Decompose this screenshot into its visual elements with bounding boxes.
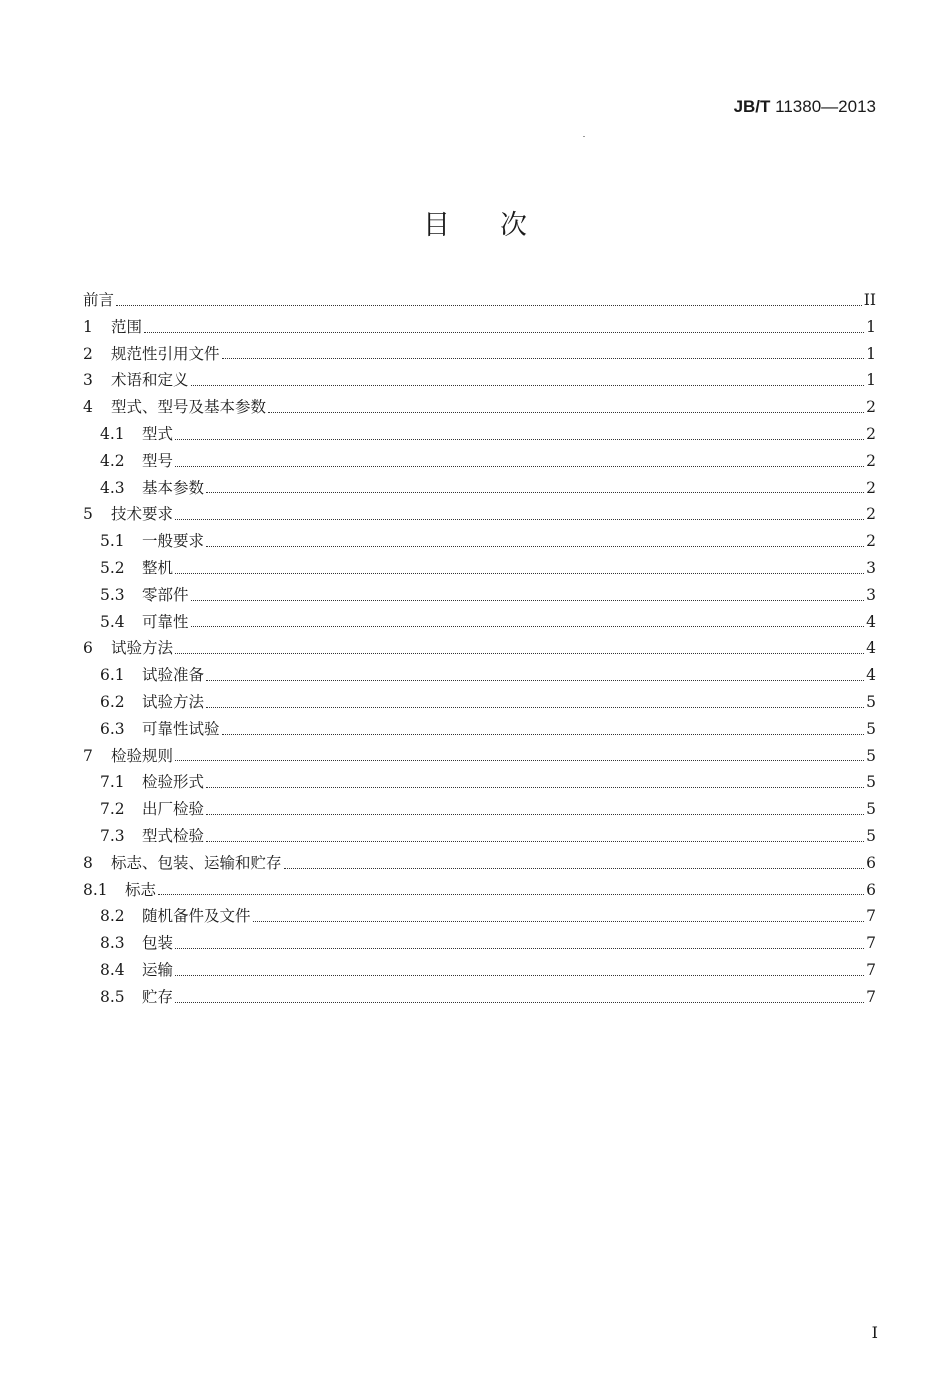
toc-entry[interactable] xyxy=(83,743,876,770)
toc-entry[interactable] xyxy=(83,635,876,662)
toc-entry-number: 8.2 xyxy=(100,907,125,926)
toc-entry[interactable] xyxy=(83,823,876,850)
toc-entry[interactable] xyxy=(83,930,876,957)
toc-entry-number: 7 xyxy=(83,746,93,765)
toc-entry-page: 5 xyxy=(866,719,876,738)
toc-entry[interactable] xyxy=(83,662,876,689)
toc-entry-label: 基本参数 xyxy=(142,478,205,497)
toc-entry-number: 1 xyxy=(83,317,93,336)
toc-entry-number: 6.3 xyxy=(100,719,125,738)
toc-entry-page: 5 xyxy=(866,746,876,765)
toc-entry-number: 7.2 xyxy=(100,800,125,819)
title-char-2: 次 xyxy=(500,210,527,241)
toc-entry-label: 检验规则 xyxy=(111,746,174,765)
toc-entry-page: 4 xyxy=(866,639,876,658)
toc-entry-label: 试验方法 xyxy=(111,639,174,658)
toc-entry-page: 1 xyxy=(866,371,876,390)
toc-dot-leader xyxy=(175,974,864,976)
toc-dot-leader xyxy=(206,679,864,681)
toc-dot-leader xyxy=(175,947,864,949)
toc-entry-label: 一般要求 xyxy=(142,532,205,551)
toc-entry-number: 6 xyxy=(83,639,93,658)
toc-entry[interactable] xyxy=(83,903,876,930)
toc-entry[interactable] xyxy=(83,877,876,904)
toc-entry-number: 4.3 xyxy=(100,478,125,497)
toc-entry-number: 8.5 xyxy=(100,987,125,1006)
toc-dot-leader xyxy=(191,625,865,627)
footer-page-number: I xyxy=(871,1323,878,1342)
toc-entry-label: 运输 xyxy=(142,960,174,979)
toc-entry-number: 3 xyxy=(83,371,93,390)
toc-entry-label: 出厂检验 xyxy=(142,800,205,819)
toc-entry-page: 7 xyxy=(866,907,876,926)
toc-entry-label: 可靠性 xyxy=(142,612,189,631)
toc-entry-number: 7.3 xyxy=(100,826,125,845)
toc-entry-page: 7 xyxy=(866,960,876,979)
toc-entry-label: 可靠性试验 xyxy=(142,719,220,738)
toc-entry-page: 2 xyxy=(866,424,876,443)
toc-entry-page: 2 xyxy=(866,532,876,551)
toc-dot-leader xyxy=(206,840,864,842)
toc-entry-number: 8.1 xyxy=(83,880,108,899)
toc-entry-number: 7.1 xyxy=(100,773,125,792)
toc-entry-label: 零部件 xyxy=(142,585,189,604)
title-char-1: 目 xyxy=(423,210,450,241)
toc-entry-number: 5.2 xyxy=(100,558,125,577)
toc-entry-page: 4 xyxy=(866,612,876,631)
toc-entry[interactable] xyxy=(83,957,876,984)
toc-dot-leader xyxy=(175,465,864,467)
toc-entry-page: 5 xyxy=(866,800,876,819)
toc-dot-leader xyxy=(191,599,865,601)
document-code-number: 11380—2013 xyxy=(775,97,876,116)
toc-entry-label: 随机备件及文件 xyxy=(142,907,251,926)
toc-entry-number: 4.2 xyxy=(100,451,125,470)
toc-dot-leader xyxy=(144,331,864,333)
toc-dot-leader xyxy=(206,813,864,815)
toc-entry[interactable] xyxy=(83,609,876,636)
toc-dot-leader xyxy=(206,491,864,493)
toc-entry-label: 整机 xyxy=(142,558,174,577)
toc-dot-leader xyxy=(284,867,865,869)
toc-dot-leader xyxy=(206,545,864,547)
toc-entry-number: 2 xyxy=(83,344,93,363)
toc-entry-number: 5 xyxy=(83,505,93,524)
toc-dot-leader xyxy=(206,706,864,708)
toc-entry-label: 贮存 xyxy=(142,987,174,1006)
toc-entry-number: 5.3 xyxy=(100,585,125,604)
toc-entry[interactable] xyxy=(83,689,876,716)
toc-entry-number: 5.1 xyxy=(100,532,125,551)
toc-dot-leader xyxy=(175,759,864,761)
toc-entry[interactable] xyxy=(83,287,876,314)
toc-entry[interactable] xyxy=(83,341,876,368)
toc-entry-page: 5 xyxy=(866,773,876,792)
toc-entry[interactable] xyxy=(83,850,876,877)
toc-entry-label: 规范性引用文件 xyxy=(111,344,220,363)
toc-entry-label: 型式 xyxy=(142,424,174,443)
toc-entry[interactable] xyxy=(83,528,876,555)
toc-entry[interactable] xyxy=(83,448,876,475)
toc-entry-label: 型式、型号及基本参数 xyxy=(111,398,267,417)
toc-entry-page: 1 xyxy=(866,317,876,336)
toc-entry[interactable] xyxy=(83,984,876,1011)
toc-entry-page: II xyxy=(863,291,876,309)
toc-entry[interactable] xyxy=(83,475,876,502)
toc-dot-leader xyxy=(206,786,864,788)
toc-dot-leader xyxy=(222,357,865,359)
toc-entry-page: 7 xyxy=(866,934,876,953)
toc-entry-label: 型式检验 xyxy=(142,826,205,845)
toc-entry[interactable] xyxy=(83,796,876,823)
toc-entry-label: 范围 xyxy=(111,317,143,336)
toc-dot-leader xyxy=(268,411,864,413)
toc-dot-leader xyxy=(175,1001,864,1003)
toc-dot-leader xyxy=(116,304,862,306)
toc-dot-leader xyxy=(191,384,865,386)
toc-entry-label: 前言 xyxy=(83,291,115,309)
toc-entry-number: 5.4 xyxy=(100,612,125,631)
toc-entry-page: 5 xyxy=(866,692,876,711)
toc-entry[interactable] xyxy=(83,769,876,796)
toc-entry-number: 8 xyxy=(83,853,93,872)
toc-entry-page: 6 xyxy=(866,853,876,872)
toc-entry[interactable] xyxy=(83,314,876,341)
toc-entry-label: 试验方法 xyxy=(142,692,205,711)
page-title xyxy=(0,203,950,242)
toc-entry-page: 1 xyxy=(866,344,876,363)
table-of-contents xyxy=(83,287,876,1011)
toc-entry-label: 包装 xyxy=(142,934,174,953)
toc-entry[interactable] xyxy=(83,394,876,421)
toc-entry-page: 2 xyxy=(866,505,876,524)
toc-entry[interactable] xyxy=(83,421,876,448)
toc-entry[interactable] xyxy=(83,501,876,528)
toc-dot-leader xyxy=(253,920,865,922)
toc-entry-label: 标志 xyxy=(125,880,157,899)
toc-entry-label: 检验形式 xyxy=(142,773,205,792)
toc-dot-leader xyxy=(175,518,864,520)
toc-entry[interactable] xyxy=(83,716,876,743)
document-code xyxy=(734,97,876,117)
toc-entry-page: 4 xyxy=(866,666,876,685)
document-code-prefix: JB/T xyxy=(733,97,771,116)
toc-entry[interactable] xyxy=(83,367,876,394)
toc-entry-page: 7 xyxy=(866,987,876,1006)
toc-entry-label: 试验准备 xyxy=(142,666,205,685)
toc-dot-leader xyxy=(175,438,864,440)
scan-speck xyxy=(583,136,585,137)
toc-entry-label: 标志、包装、运输和贮存 xyxy=(111,853,282,872)
toc-entry-page: 2 xyxy=(866,451,876,470)
toc-entry-label: 型号 xyxy=(142,451,174,470)
toc-entry-page: 3 xyxy=(866,558,876,577)
toc-dot-leader xyxy=(158,893,864,895)
toc-entry-page: 3 xyxy=(866,585,876,604)
toc-dot-leader xyxy=(222,733,865,735)
toc-entry-number: 4 xyxy=(83,398,93,417)
toc-entry-label: 术语和定义 xyxy=(111,371,189,390)
toc-entry-page: 5 xyxy=(866,826,876,845)
toc-entry-number: 8.3 xyxy=(100,934,125,953)
toc-entry-number: 4.1 xyxy=(100,424,125,443)
toc-entry[interactable] xyxy=(83,582,876,609)
toc-entry-page: 2 xyxy=(866,398,876,417)
toc-dot-leader xyxy=(175,652,864,654)
toc-entry-number: 6.1 xyxy=(100,666,125,685)
toc-entry-label: 技术要求 xyxy=(111,505,174,524)
toc-entry-number: 6.2 xyxy=(100,692,125,711)
toc-entry-number: 8.4 xyxy=(100,960,125,979)
toc-entry-page: 2 xyxy=(866,478,876,497)
toc-entry-page: 6 xyxy=(866,880,876,899)
toc-entry[interactable] xyxy=(83,555,876,582)
toc-dot-leader xyxy=(175,572,864,574)
